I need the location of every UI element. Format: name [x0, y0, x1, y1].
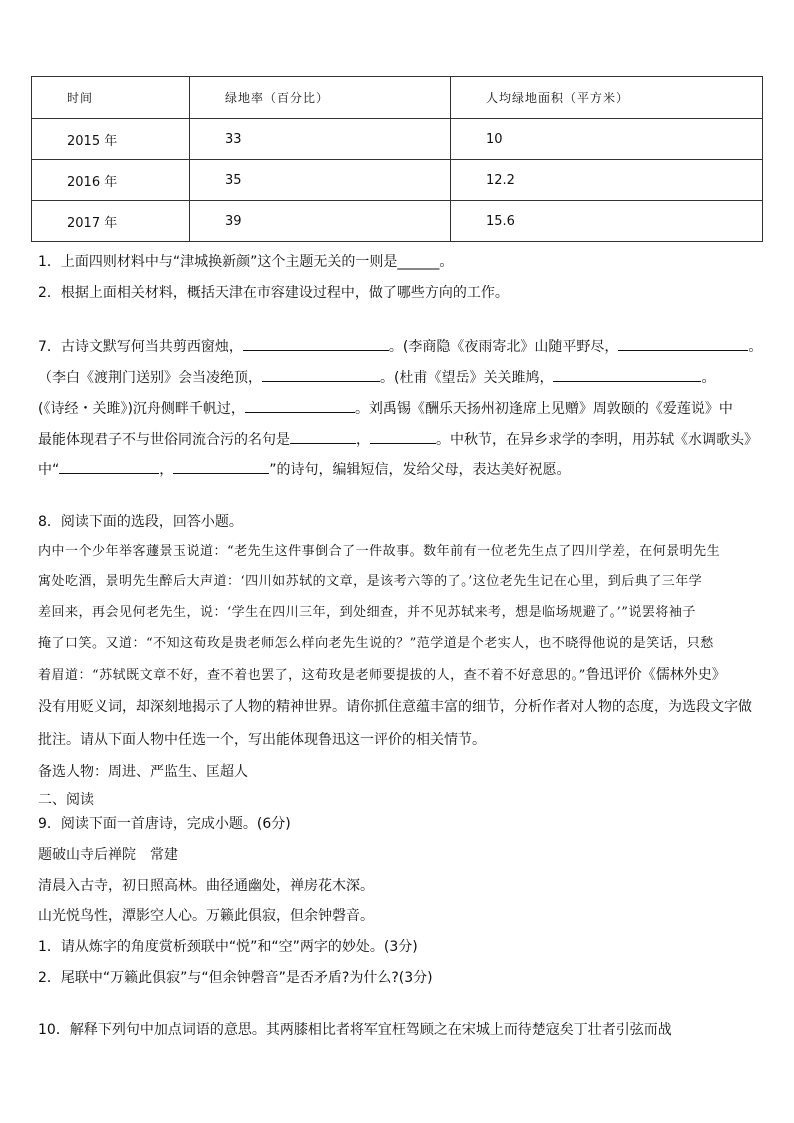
q8-options: 备选人物：周进、严监生、匡超人: [38, 764, 248, 780]
q7-text: 。(李商隐《夜雨寄北》山随平野尽，: [388, 339, 619, 355]
table-cell: 15.6: [451, 201, 763, 242]
q7-text: ”的诗句，编辑短信，发给父母，表达美好祝愿。: [269, 462, 571, 478]
green-data-table: [31, 76, 763, 242]
table-row: [32, 160, 763, 201]
q7-text: ，: [159, 462, 174, 478]
table-cell: 2016 年: [32, 160, 190, 201]
table-cell: 33: [190, 119, 451, 160]
q7-text: 7．古诗文默写何当共剪西窗烛，: [38, 339, 243, 355]
table-row: [32, 201, 763, 242]
answer-blank[interactable]: [173, 459, 269, 474]
q7-text: 。中秋节，在异乡求学的李明，用苏轼《水调歌头》: [436, 432, 758, 448]
q10-text: 10．解释下列句中加点词语的意思。其两膝相比者将军宜枉驾顾之在宋城上而待楚寇矣丁壮者引弦而战: [38, 1022, 672, 1038]
q7-line-4: [38, 429, 758, 450]
answer-blank[interactable]: [553, 367, 701, 382]
q7-text: 最能体现君子不与世俗同流合污的名句是: [38, 432, 290, 448]
table-cell: 12.2: [451, 160, 763, 201]
q8-passage-line: 掩了口笑。又道：“不知这荀玫是贵老师怎么样向老先生说的？”范学道是个老实人，也不晓得他说的是笑话，只愁: [38, 636, 714, 651]
q7-text: ，: [356, 432, 370, 448]
q7-text: 中“: [38, 462, 60, 478]
table-row: [32, 119, 763, 160]
header-cell-green-area: 人均绿地面积（平方米）: [451, 77, 763, 119]
section-heading: 二、阅读: [38, 792, 94, 808]
q9-title: 9．阅读下面一首唐诗，完成小题。(6分): [38, 816, 291, 832]
answer-blank[interactable]: [290, 429, 356, 444]
question-sub-2: 2．根据上面相关材料，概括天津在市容建设过程中，做了哪些方向的工作。: [38, 285, 509, 301]
q7-text: (《诗经・关雎》)沉舟侧畔千帆过，: [38, 401, 245, 417]
answer-blank[interactable]: [59, 459, 159, 474]
q7-line-3: [38, 398, 733, 419]
q8-question-text: 鲁迅评价《儒林外史》: [585, 667, 726, 683]
answer-blank[interactable]: [618, 336, 748, 351]
table-header-row: [32, 77, 763, 119]
table-cell: 2017 年: [32, 201, 190, 242]
answer-blank[interactable]: [243, 336, 389, 351]
q9-sub-2: 2．尾联中“万籁此俱寂”与“但余钟磬音”是否矛盾?为什么?(3分): [38, 970, 433, 986]
table-cell: 39: [190, 201, 451, 242]
q7-line-1: [38, 336, 762, 357]
q7-line-2: [38, 367, 715, 388]
q7-text: 。刘禹锡《酬乐天扬州初逢席上见赠》周敦颐的《爱莲说》中: [354, 401, 733, 417]
q7-text: 。: [701, 370, 716, 386]
table-cell: 10: [451, 119, 763, 160]
header-cell-green-rate: 绿地率（百分比）: [190, 77, 451, 119]
table-cell: 35: [190, 160, 451, 201]
header-cell-time: 时间: [32, 77, 190, 119]
q8-passage-text: 着眉道：“苏轼既文章不好，查不着也罢了，这荀玫是老师要提拔的人，查不着不好意思的。”: [38, 668, 586, 683]
poem-title: 题破山寺后禅院 常建: [38, 847, 178, 863]
q8-passage-line: 差回来，再会见何老先生，说：‘学生在四川三年，到处细查，并不见苏轼来考，想是临场规避了。’”说罢将袖子: [38, 605, 696, 620]
table-cell: 2015 年: [32, 119, 190, 160]
q9-sub-1: 1．请从炼字的角度赏析颈联中“悦”和“空”两字的妙处。(3分): [38, 939, 418, 955]
poem-line: 山光悦鸟性，潭影空人心。万籁此俱寂，但余钟磬音。: [38, 908, 374, 924]
answer-blank[interactable]: [370, 429, 436, 444]
answer-blank[interactable]: [262, 367, 380, 382]
q8-passage-line: 寓处吃酒，景明先生醉后大声道：‘四川如苏轼的文章，是该考六等的了。’这位老先生记在心里，到后典了三年学: [38, 574, 703, 589]
q8-title: 8．阅读下面的选段，回答小题。: [38, 514, 243, 530]
q7-line-5: [38, 459, 571, 480]
q7-text: 。: [748, 339, 763, 355]
poem-line: 清晨入古寺，初日照高林。曲径通幽处，禅房花木深。: [38, 878, 374, 894]
q7-text: （李白《渡荆门送别》会当凌绝顶，: [38, 370, 262, 386]
q7-text: 。(杜甫《望岳》关关雎鸠，: [380, 370, 554, 386]
answer-blank[interactable]: [245, 398, 355, 413]
q8-passage-line: [38, 665, 762, 686]
q8-question-line: 批注。请从下面人物中任选一个，写出能体现鲁迅这一评价的相关情节。: [38, 732, 486, 748]
q8-question-line: 没有用贬义词，却深刻地揭示了人物的精神世界。请你抓住意蕴丰富的细节，分析作者对人物的态度，为选段文字做: [38, 699, 752, 715]
q8-passage-line: 内中一个少年举客蘧景玉说道：“老先生这件事倒合了一件故事。数年前有一位老先生点了四川学差，在何景明先生: [38, 544, 721, 559]
question-sub-1: 1．上面四则材料中与“津城换新颜”这个主题无关的一则是______。: [38, 254, 454, 270]
